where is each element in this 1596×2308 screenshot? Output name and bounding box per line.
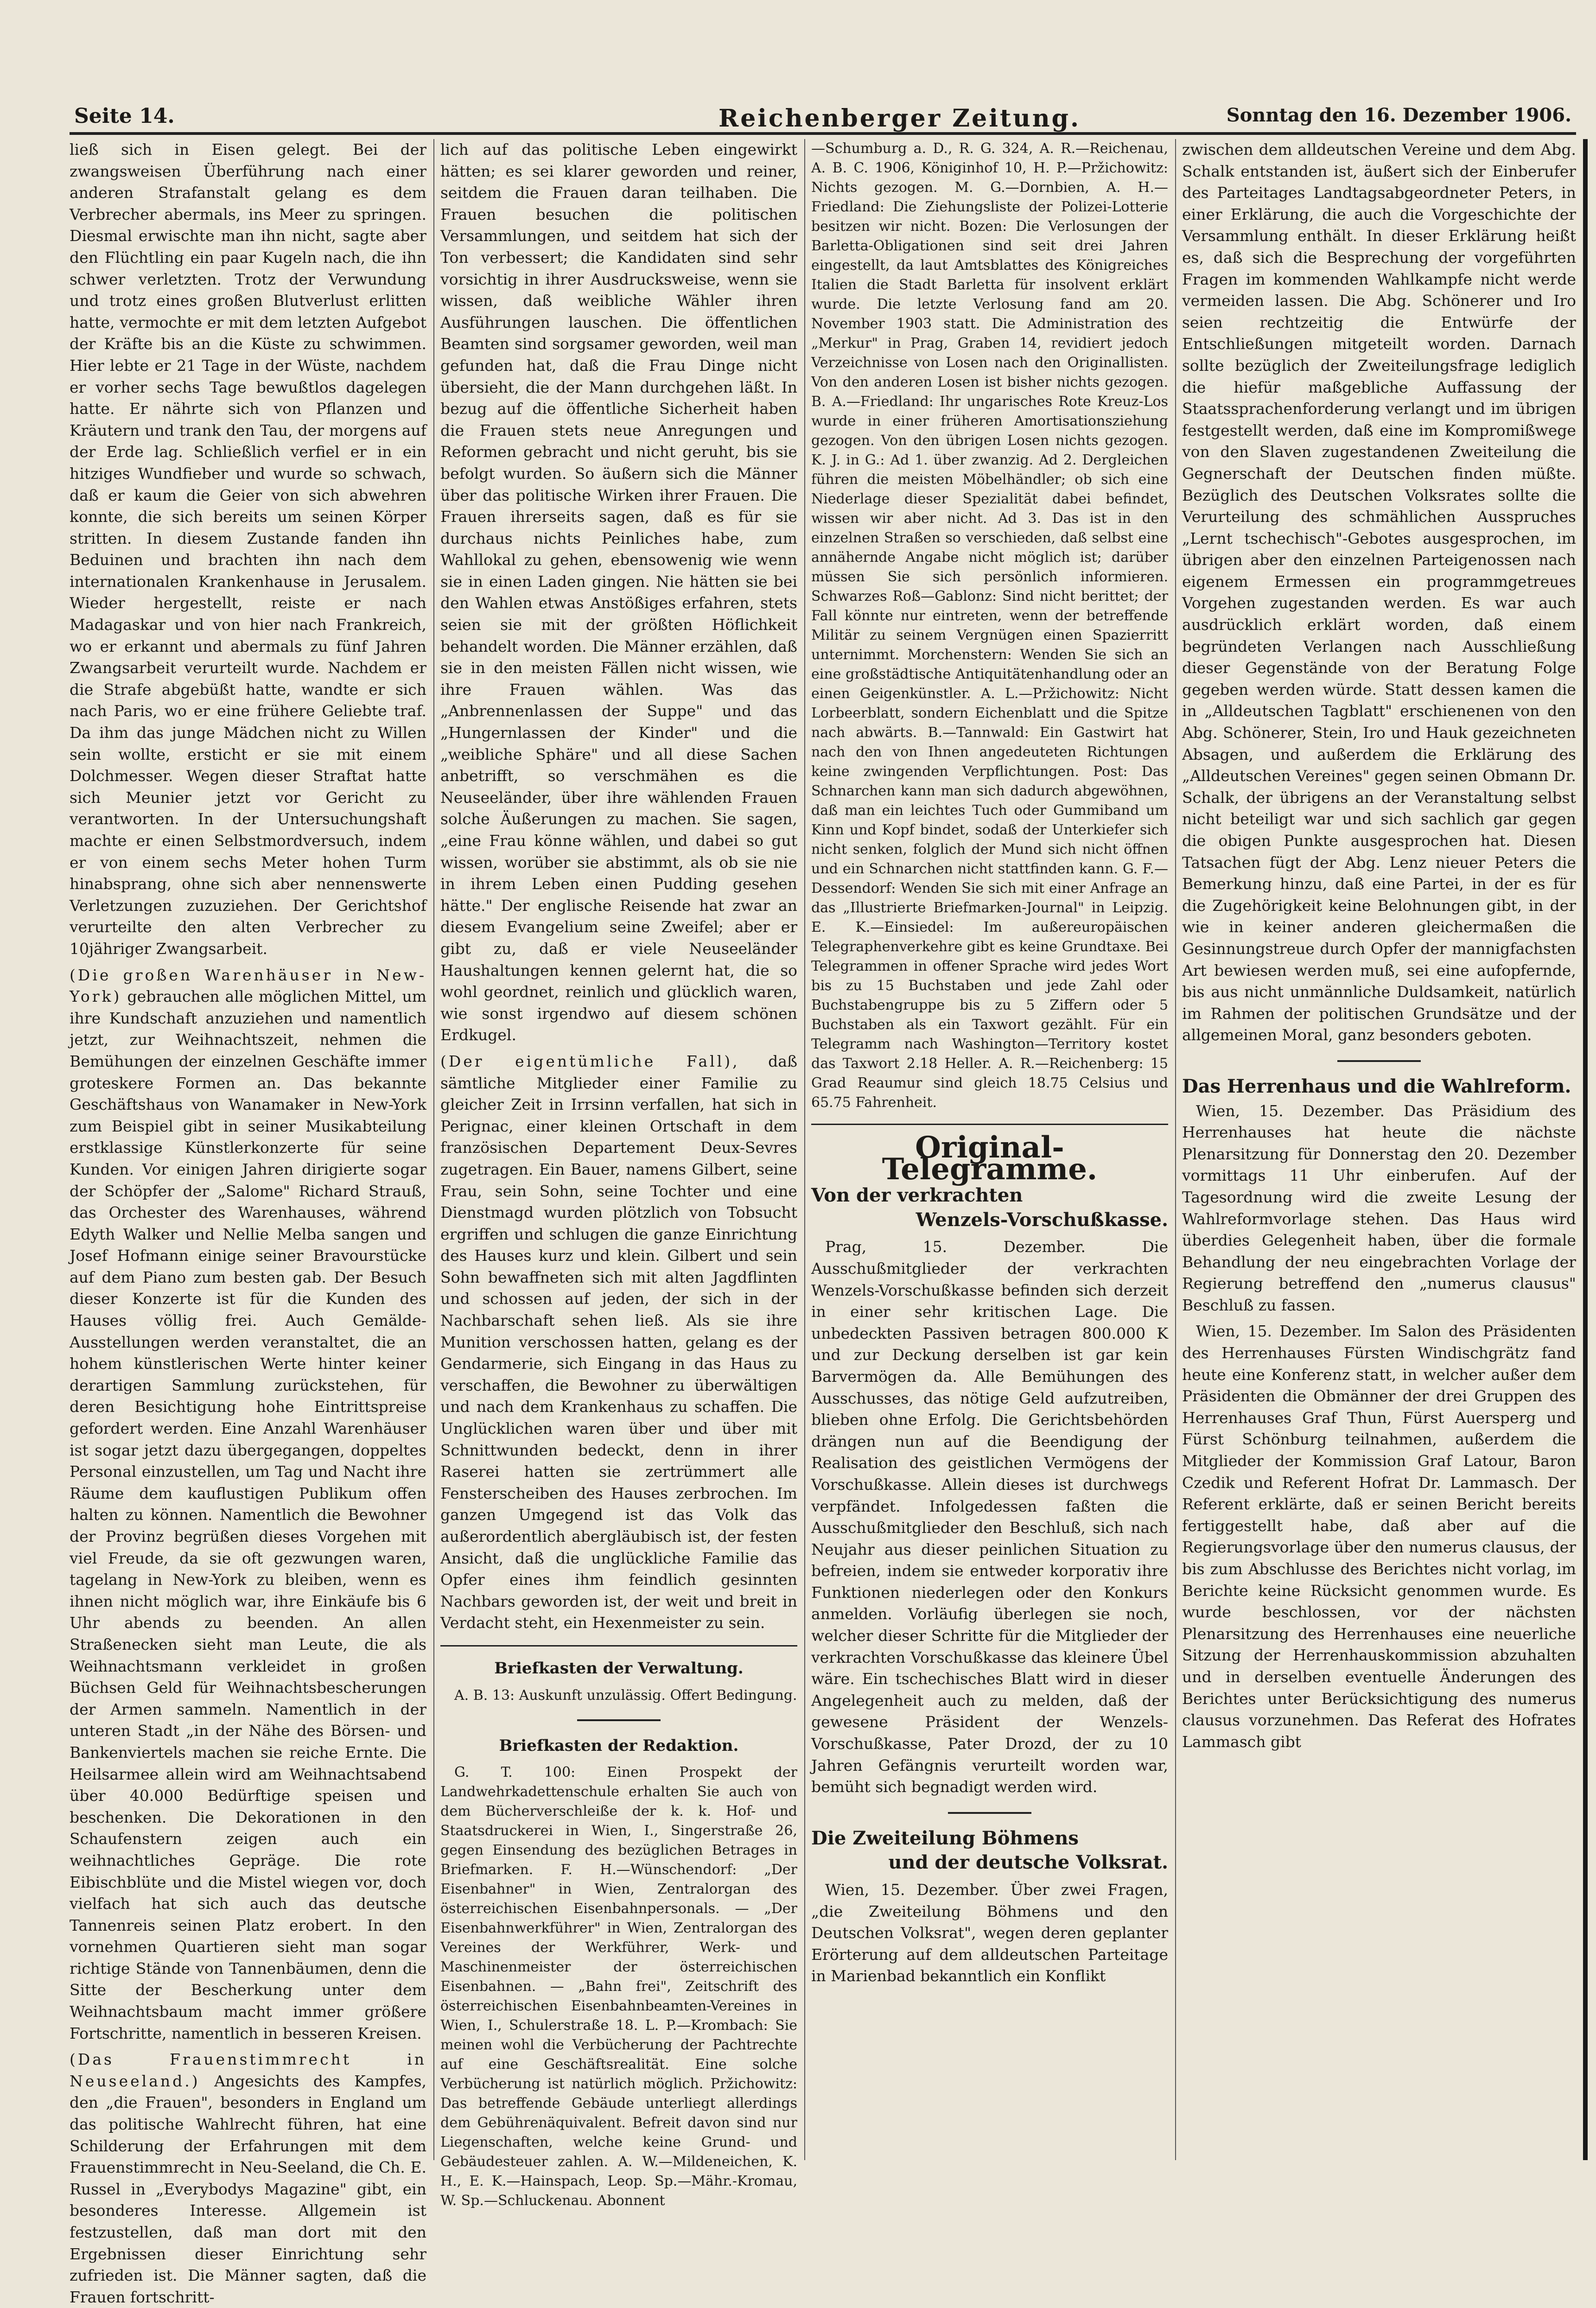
issue-date: Sonntag den 16. Dezember 1906. [1226,104,1571,126]
article-heading: Die Zweiteilung Böhmens [811,1827,1079,1849]
letterbox-editorial-cont: —Schumburg a. D., R. G. 324, A. R.—Reichenau, A. B. C. 1906, Königinhof 10, H. P.—Pržichowitz: Nichts gezogen. M. G.—Dornbien, A. H.—Friedland: Die Ziehungsliste der Polizei-Lotterie besitzen wir nicht. Bozen: Die Verlosungen der Barletta-Obligationen sind seit drei Jahren eingestellt, da laut Amtsblattes des Königreiches Italien die Stadt Barletta für insolvent erklärt wurde. Die letzte Verlosung fand am 20. November 1903 statt. Die Administration des „Merkur" in Prag, Graben 14, revidiert jedoch Verzeichnisse von Losen nach den Originallisten. Von den anderen Losen ist bisher nichts gezogen. B. A.—Friedland: Ihr ungarisches Rote Kreuz-Los wurde in einer früheren Amortisationsziehung gezogen. Von den übrigen Losen nichts gezogen. K. J. in G.: Ad 1. über zwanzig. Ad 2. Dergleichen führen die meisten Möbelhändler; ob sich eine Niederlage dieser Spezialität dabei befindet, wissen wir aber nicht. Ad 3. Das ist in den einzelnen Straßen so verschieden, daß selbst eine annähernde Angabe nicht möglich ist; darüber müssen Sie sich persönlich informieren. Schwarzes Roß—Gablonz: Sind nicht berittet; der Fall könnte nur eintreten, wenn der betreffende Militär zu seinem Vergnügen einen Spazierritt unternimmt. Morchenstern: Wenden Sie sich an eine großstädtische Antiquitätenhandlung oder an einen Geigenkünstler. A. L.—Pržichowitz: Nicht Lorbeerblatt, sondern Eichenblatt und die Spitze nach abwärts. B.—Tannwald: Ein Gastwirt hat nach den von Ihnen angedeuteten Richtungen keine zwingenden Verpflichtungen. Post: Das Schnarchen kann man sich dadurch abgewöhnen, daß man ein leichtes Tuch oder Gummiband um Kinn und Kopf bindet, sodaß der Unterkiefer sich nicht senken, folglich der Mund sich nicht öffnen und ein Schnarchen nicht stattfinden kann. G. F.—Dessendorf: Wenden Sie sich mit einer Anfrage an das „Illustrierte Briefmarken-Journal" in Leipzig. E. K.—Einsiedel: Im außereuropäischen Telegraphenverkehre gibt es keine Grundtaxe. Bei Telegrammen in offener Sprache wird jedes Wort bis zu 15 Buchstaben und jede Zahl oder Buchstabengruppe bis zu 5 Ziffern oder 5 Buchstaben als ein Taxwort gezählt. Für ein Telegramm nach Washington—Territory kostet das Taxwort 2.18 Heller. A. R.—Reichenberg: 15 Grad Reaumur sind gleich 18.75 Celsius und 65.75 Fahrenheit. [811,140,1168,1111]
column-rule [804,139,805,2160]
article-body: daß sämtliche Mitglieder einer Familie zu gleicher Zeit in Irrsinn verfallen, hat sich in Perignac, einer kleinen Ortschaft in dem französischen Departement Deux-Sevres zugetragen. Ein Bauer, namens Gilbert, seine Frau, sein Sohn, seine Tochter und eine Dienstmagd wurden plötzlich von Tobsucht ergriffen und schlugen die ganze Einrichtung des Hauses kurz und klein. Gilbert und sein Sohn bewaffneten sich mit alten Jagdflinten und schossen auf jeden, der sich in der Nachbarschaft sehen ließ. Als sie ihre Munition verschossen hatten, gelang es der Gendarmerie, sich Eingang in das Haus zu verschaffen, die Bewohner zu überwältigen und nach dem Krankenhaus zu schaffen. Die Unglücklichen waren über und über mit Schnittwunden bedeckt, denn in ihrer Raserei hatten sie zertrümmert alle Fensterscheiben des Hauses zerbrochen. Im ganzen Umgegend ist das Volk das außerordentlich abergläubisch ist, der festen Ansicht, daß die unglückliche Familie das Opfer eines ihm feindlich gesinnten Nachbars geworden ist, der weit und breit in Verdacht steht, ein Hexenmeister zu sein. [440,1052,797,1632]
letterbox-editorial-body: G. T. 100: Einen Prospekt der Landwehrkadettenschule erhalten Sie auch von dem Bücherverschleiße der k. k. Hof- und Staatsdruckerei in Wien, I., Singerstraße 26, gegen Einsendung des bezüglichen Betrages in Briefmarken. F. H.—Wünschendorf: „Der Eisenbahner" in Wien, Zentralorgan des österreichischen Eisenbahnpersonals. — „Der Eisenbahnwerkführer" in Wien, Zentralorgan des Vereines der Werkführer, Werk- und Maschinenmeister der österreichischen Eisenbahnen. — „Bahn frei", Zeitschrift des österreichischen Eisenbahnbeamten-Vereines in Wien, I., Schulerstraße 18. L. P.—Krombach: Sie meinen wohl die Verbücherung der Pachtrechte auf eine Geschäftsrealität. Eine solche Verbücherung ist natürlich möglich. Pržichowitz: Das betreffende Gebäude unterliegt allerdings dem Gebührenäquivalent. Befreit davon sind nur Liegenschaften, welche keine Grund- und Gebäudesteuer zahlen. A. W.—Mildeneichen, K. H., E. K.—Hainspach, Leop. Sp.—Mähr.-Kromau, W. Sp.—Schluckenau. Abonnent [440,1764,797,2209]
column-1 [70,139,426,2306]
article-heading: Von der verkrachten [811,1184,1023,1207]
letterbox-editorial-heading: Briefkasten der Redaktion. [499,1736,739,1755]
column-3 [811,139,1168,2160]
column-rule [433,139,434,2160]
article-herrenhaus-2: Wien, 15. Dezember. Im Salon des Präsidenten des Herrenhauses Fürsten Windischgrätz fand heute eine Konferenz statt, in welcher außer dem Präsidenten die Obmänner der drei Gruppen des Herrenhauses Graf Thun, Fürst Auersperg und Fürst Schönburg teilnahmen, außerdem die Mitglieder der Kommission Graf Latour, Baron Czedik und Referent Hofrat Dr. Lammasch. Der Referent erklärte, daß er seinen Bericht bereits fertiggestellt habe, daß aber auf die Regierungsvorlage über den numerus clausus, der bis zum Abschlusse des Berichtes nicht vorlag, im Berichte keine Rücksicht genommen wurde. Es wurde beschlossen, vor der nächsten Plenarsitzung des Herrenhauses eine neuerliche Sitzung der Herrenhauskommission abzuhalten und in derselben eventuelle Änderungen des Berichtes unter Berücksichtigung des numerus clausus vorzunehmen. Das Referat des Hofrates Lammasch gibt [1182,1322,1576,1751]
article-wenzel-bank: Prag, 15. Dezember. Die Ausschußmitglieder der verkrachten Wenzels-Vorschußkasse befinden sich derzeit in einer sehr kritischen Lage. Die unbedeckten Passiven betragen 800.000 K und zur Deckung derselben ist gar kein Barvermögen da. Alle Bemühungen des Ausschusses, das nötige Geld aufzutreiben, blieben ohne Erfolg. Die Gerichtsbehörden drängen nun auf die Beendigung der Realisation des geistlichen Vermögens der Vorschußkasse. Allein dieses ist durchwegs verpfändet. Infolgedessen faßten die Ausschußmitglieder den Beschluß, sich nach Neujahr aus dieser peinlichen Situation zu befreien, indem sie entweder korporativ ihre Funktionen niederlegen oder den Konkurs anmelden. Vorläufig überlegen sie noch, welcher dieser Schritte für die Mitglieder der verkrachten Vorschußkasse das kleinere Übel wäre. Ein tschechisches Blatt wird in dieser Angelegenheit auch zu melden, daß der gewesene Präsident der Wenzels-Vorschußkasse, Pater Drozd, der zu 10 Jahren Gefängnis verurteilt worden war, bemüht sich begnadigt werden wird. [811,1238,1168,1796]
article-meunier-end: ließ sich in Eisen gelegt. Bei der zwangsweisen Überführung nach einer anderen Strafanstalt gelang es dem Verbrecher abermals, ins Meer zu springen. Diesmal erwischte man ihn nicht, sagte aber den Flüchtling ein paar Kugeln nach, die ihn schwer verletzten. Trotz der Verwundung und trotz eines großen Blutverlust erlitten hatte, vermochte er mit dem letzten Aufgebot der Kräfte bis an die Küste zu schwimmen. Hier lebte er 21 Tage in der Wüste, nachdem er vorher sechs Tage bewußtlos dagelegen hatte. Er nährte sich von Pflanzen und Kräutern und trank den Tau, der morgens auf der Erde lag. Schließlich verfiel er in ein hitziges Wundfieber und wurde so schwach, daß er kaum die Geier von sich abwehren konnte, die sich bereits um seinen Körper stritten. In diesem Zustande fanden ihn Beduinen und brachten ihn nach dem internationalen Krankenhause in Jerusalem. Wieder hergestellt, reiste er nach Madagaskar und von hier nach Frankreich, wo er erkannt und abermals zu fünf Jahren Zwangsarbeit verurteilt wurde. Nachdem er die Strafe abgebüßt hatte, wandte er sich nach Paris, wo er eine frühere Geliebte traf. Da ihm das junge Mädchen nicht zu Willen sein wollte, ersticht er sie mit einem Dolchmesser. Wegen dieser Straftat hatte sich Meunier jetzt vor Gericht zu verantworten. In der Untersuchungshaft machte er einen Selbstmordversuch, indem er von einem sechs Meter hohen Turm hinabsprang, ohne sich aber nennenswerte Verletzungen zuzuziehen. Der Gerichtshof verurteilte den alten Verbrecher zu 10jähriger Zwangsarbeit. [70,140,426,958]
article-bohemia-cont: zwischen dem alldeutschen Vereine und dem Abg. Schalk entstanden ist, äußert sich der Einberufer des Parteitages Landtagsabgeordneter Peters, in einer Erklärung, die auch die Vorgeschichte der Versammlung enthält. In dieser Erklärung heißt es, daß sich die Besprechung der vorgeführten Fragen im kommenden Wahlkampfe nicht werde vermeiden lassen. Die Abg. Schönerer und Iro seien rechtzeitig die Entwürfe der Entschließungen mitgeteilt worden. Darnach sollte bezüglich der Zweiteilungsfrage lediglich die hiefür maßgebliche Auffassung der Staatssprachenforderung verlangt und im übrigen festgestellt werden, daß eine im Kompromißwege von den Slaven zugestandenen Zweiteilung die Gegnerschaft der Deutschen finden müßte. Bezüglich des Deutschen Volksrates sollte die Verurteilung des schmählichen Ausspruches „Lernt tschechisch"-Gebotes ausgesprochen, im übrigen aber den einzelnen Parteigenossen nach eigenem Ermessen ein programmgetreues Vorgehen zugestanden werden. Es war auch ausdrücklich erklärt worden, daß einem begründeten Verlangen nach Ausschließung dieser Gegenstände von der Beratung Folge gegeben werden würde. Statt dessen kamen die in „Alldeutschen Tagblatt" erschienenen von den Abg. Schönerer, Stein, Iro und Hauk gezeichneten Absagen, und außerdem die Erklärung des „Alldeutschen Vereines" gegen seinen Obmann Dr. Schalk, der übrigens an der Veranstaltung selbst nicht beteiligt war und sich sachlich gar gegen die obigen Punkte ausgesprochen hat. Diesen Tatsachen fügt der Abg. Lenz nieuer Peters die Bemerkung hinzu, daß eine Partei, in der es für die Zugehörigkeit keine Belohnungen gibt, in der wie in keiner anderen gleichermaßen die Gesinnungstreue durch Opfer der mannigfachsten Art bewiesen werden muß, sei eine aufopfernde, bis aus nicht unmännliche Duldsamkeit, natürlich im Rahmen der politischen Grundsätze und der allgemeinen Moral, ganz besonders geboten. [1182,140,1576,1044]
article-suffrage-cont: lich auf das politische Leben eingewirkt hätten; es sei klarer geworden und reiner, seitdem die Frauen daran teilhaben. Die Frauen besuchen die politischen Versammlungen, und seitdem hat sich der Ton verbessert; die Kandidaten sind sehr vorsichtig in ihrer Ausdrucksweise, wenn sie wissen, daß weibliche Wähler ihren Ausführungen lauschen. Die öffentlichen Beamten sind sorgsamer geworden, weil man gefunden hat, daß die Frau Dinge nicht übersieht, die der Mann durchgehen läßt. In bezug auf die öffentliche Sicherheit haben die Frauen stets neue Anregungen und Reformen gebracht und nicht geruht, bis sie befolgt wurden. So äußern sich die Männer über das politische Wirken ihrer Frauen. Die Frauen ihrerseits sagen, daß es für sie durchaus nichts Peinliches habe, zum Wahllokal zu gehen, ebensowenig wie wenn sie in einen Laden gingen. Nie hätten sie bei den Wahlen etwas Anstößiges erfahren, stets seien sie mit der größten Höflichkeit behandelt worden. Die Männer erzählen, daß sie in den meisten Fällen nicht wissen, wie ihre Frauen wählen. Was das „Anbrennenlassen der Suppe" und das „Hungernlassen der Kinder" und die „weibliche Sphäre" und all diese Sachen anbetrifft, so verschmähen es die Neuseeländer, über ihre wählenden Frauen solche Äußerungen zu machen. Sie sagen, „eine Frau könne wählen, und dabei so gut wissen, worüber sie abstimmt, als ob sie nie in ihrem Leben einen Pudding gesehen hätte." Der englische Reisende hat zwar an diesem Evangelium seine Zweifel; aber er gibt zu, daß er viele Neuseeländer Haushaltungen kennen gelernt hat, die so wohl geordnet, reinlich und glücklich waren, wie sonst irgendwo auf diesem schönen Erdkugel. [440,140,797,1044]
article-suffrage [70,2049,426,2308]
article-bohemia-partition: Wien, 15. Dezember. Über zwei Fragen, „die Zweiteilung Böhmens und den Deutschen Volksrat", wegen deren geplanter Erörterung auf dem alldeutschen Parteitage in Marienbad bekanntlich ein Konflikt [811,1881,1168,1985]
page-header [70,95,1576,135]
article-heading: Das Herrenhaus und die Wahlreform. [1182,1075,1571,1097]
article-herrenhaus-1: Wien, 15. Dezember. Das Präsidium des Herrenhauses hat heute die nächste Plenarsitzung für Donnerstag den 20. Dezember vormittags 11 Uhr einberufen. Auf der Tagesordnung wird die zweite Lesung der Wahlreformvorlage stehen. Das Haus wird überdies Gelegenheit haben, über die formale Behandlung der neu eingebrachten Vorlage der Regierung betreffend den „numerus clausus" Beschluß zu fassen. [1182,1101,1576,1314]
article-heading: (Das Frauenstimmrecht in Neuseeland.) [70,2050,426,2090]
article-strange-case [440,1051,797,1634]
article-body: gebrauchen alle möglichen Mittel, um ihre Kundschaft anzuziehen und namentlich jetzt, zur Weihnachtszeit, nehmen die Bemühungen der einzelnen Geschäfte immer groteskere Formen an. Das bekannte Geschäftshaus von Wanamaker in New-York zum Beispiel gibt in seiner Musikabteilung erstklassige Künstlerkonzerte für seine Kunden. Vor einigen Jahren dirigierte sogar der Schöpfer der „Salome" Richard Strauß, das Orchester des Warenhauses, während Edyth Walker und Nellie Melba sangen und Josef Hofmann einige seiner Bravourstücke auf dem Piano zum besten gab. Der Besuch dieser Konzerte ist für die Kunden des Hauses völlig frei. Auch Gemälde-Ausstellungen werden veranstaltet, die an hohem künstlerischen Werte hinter keiner derartigen Sammlung zurückstehen, für deren Besichtigung hohe Eintrittspreise gefordert werden. Eine Anzahl Warenhäuser ist sogar jetzt dazu übergegangen, doppeltes Personal einzustellen, um Tag und Nacht ihre Räume dem kauflustigen Publikum offen halten zu können. Namentlich die Bewohner der Provinz begrüßen dieses Vorgehen mit viel Freude, da sie oft gezwungen waren, tagelang in New-York zu bleiben, wenn es ihnen nicht möglich war, ihre Einkäufe bis 6 Uhr abends zu beenden. An allen Straßenecken sieht man Leute, die als Weihnachtsmann verkleidet in großen Büchsen Geld für Weihnachtsbescherungen der Armen sammeln. Namentlich in der unteren Stadt „in der Nähe des Börsen- und Bankenviertels machen sie reiche Ernte. Die Heilsarmee allein wird am Weihnachtsabend über 40.000 Bedürftige speisen und beschenken. Die Dekorationen in den Schaufenstern zeigen auch ein weihnachtliches Gepräge. Die rote Eibischblüte und die Mistel wiegen vor, doch vielfach hat sich auch das deutsche Tannenreis seinen Platz erobert. In den vornehmen Quartieren sieht man sogar richtige Stände von Tannenbäumen, denn die Sitte der Bescherkung unter dem Weihnachtsbaum macht immer größere Fortschritte, namentlich in besseren Kreisen. [70,987,426,2042]
page-number: Seite 14. [74,104,175,128]
article-heading: Wenzels-Vorschußkasse. [916,1208,1168,1231]
article-heading: (Die großen Warenhäuser in New-York) [70,966,426,1006]
column-2 [440,139,797,2209]
article-heading: und der deutsche Volksrat. [888,1851,1168,1874]
article-heading: (Der eigentümliche Fall), [440,1052,740,1070]
article-body: Angesichts des Kampfes, den „die Frauen", besonders in England um das politische Wahlrecht führen, hat eine Schilderung der Erfahrungen mit dem Frauenstimmrecht in Neu-Seeland, die Ch. E. Russel in „Everybodys Magazine" gibt, ein besonderes Interesse. Allgemein ist festzustellen, daß man dort mit den Ergebnissen dieser Einrichtung sehr zufrieden ist. Die Männer sagten, daß die Frauen fortschritt- [70,2072,426,2306]
section-rule [811,1124,1168,1125]
article-warehouses [70,965,426,2045]
letterbox-admin-heading: Briefkasten der Verwaltung. [494,1659,744,1678]
page-edge-shadow [1583,139,1588,2160]
section-rule [1337,1060,1421,1062]
section-rule [577,1719,661,1721]
telegrams-heading: Original-Telegramme. [882,1130,1098,1187]
section-rule [948,1812,1031,1814]
column-rule [1175,139,1176,2160]
masthead-title: Reichenberger Zeitung. [719,104,1081,133]
letterbox-admin-body: A. B. 13: Auskunft unzulässig. Offert Bedingung. [454,1687,797,1704]
column-4 [1182,139,1576,2160]
section-rule [440,1645,797,1647]
